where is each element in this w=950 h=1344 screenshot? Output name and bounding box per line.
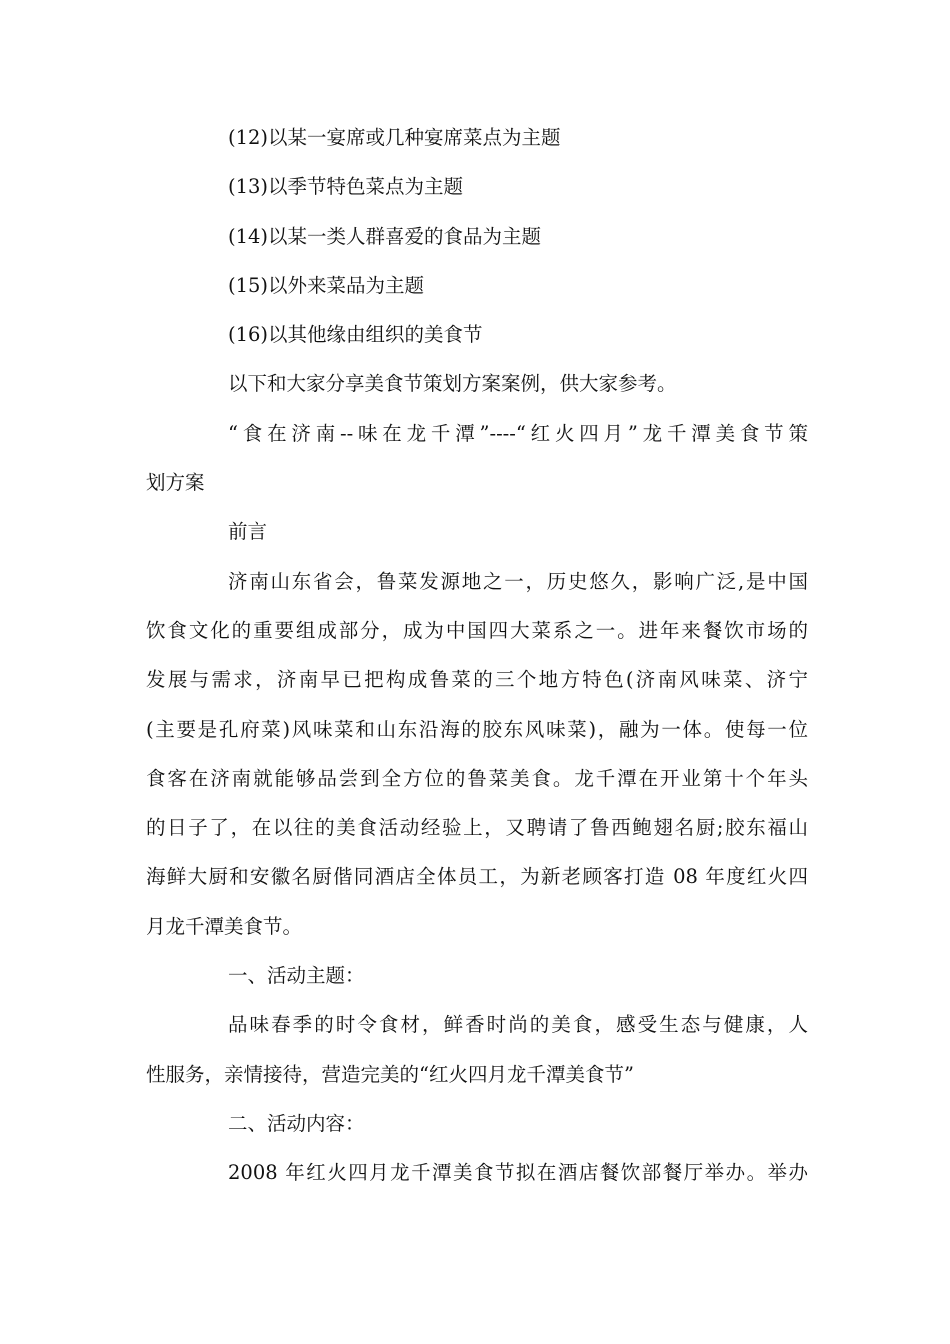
list-item-16: (16)以其他缘由组织的美食节: [228, 323, 483, 347]
preface-paragraph-line: 食客在济南就能够品尝到全方位的鲁菜美食。龙千潭在开业第十个年头: [146, 766, 808, 790]
list-item-14: (14)以某一类人群喜爱的食品为主题: [228, 224, 542, 248]
theme-paragraph-line: 品味春季的时令食材，鲜香时尚的美食，感受生态与健康，人: [228, 1013, 808, 1037]
preface-paragraph-line: 海鲜大厨和安徽名厨偕同酒店全体员工，为新老顾客打造 08 年度红火四: [146, 865, 808, 889]
document-page: [146, 113, 808, 1198]
preface-paragraph-line: 济南山东省会，鲁菜发源地之一，历史悠久，影响广泛,是中国: [228, 569, 808, 593]
section-heading-theme: 一、活动主题：: [228, 964, 365, 988]
intro-sentence: 以下和大家分享美食节策划方案案例，供大家参考。: [228, 372, 677, 396]
preface-paragraph-line: 饮食文化的重要组成部分，成为中国四大菜系之一。进年来餐饮市场的: [146, 618, 808, 642]
preface-heading: 前言: [228, 520, 268, 544]
content-paragraph-line: 2008 年红火四月龙千潭美食节拟在酒店餐饮部餐厅举办。举办: [228, 1161, 808, 1185]
preface-paragraph-line: 月龙千潭美食节。: [146, 914, 303, 938]
preface-paragraph-line: 的日子了，在以往的美食活动经验上，又聘请了鲁西鲍翅名厨;胶东福山: [146, 816, 808, 840]
plan-title-line-1: “食在济南--味在龙千潭”----“红火四月”龙千潭美食节策: [228, 421, 808, 445]
list-item-12: (12)以某一宴席或几种宴席菜点为主题: [228, 126, 561, 149]
list-item-13: (13)以季节特色菜点为主题: [228, 175, 464, 199]
theme-paragraph-line: 性服务，亲情接待，营造完美的“红火四月龙千潭美食节”: [146, 1062, 634, 1086]
plan-title-line-2: 划方案: [146, 471, 205, 495]
preface-paragraph-line: (主要是孔府菜)风味菜和山东沿海的胶东风味菜)，融为一体。使每一位: [146, 717, 808, 741]
section-heading-content: 二、活动内容：: [228, 1111, 365, 1135]
preface-paragraph-line: 发展与需求，济南早已把构成鲁菜的三个地方特色(济南风味菜、济宁: [146, 668, 808, 692]
list-item-15: (15)以外来菜品为主题: [228, 273, 425, 297]
